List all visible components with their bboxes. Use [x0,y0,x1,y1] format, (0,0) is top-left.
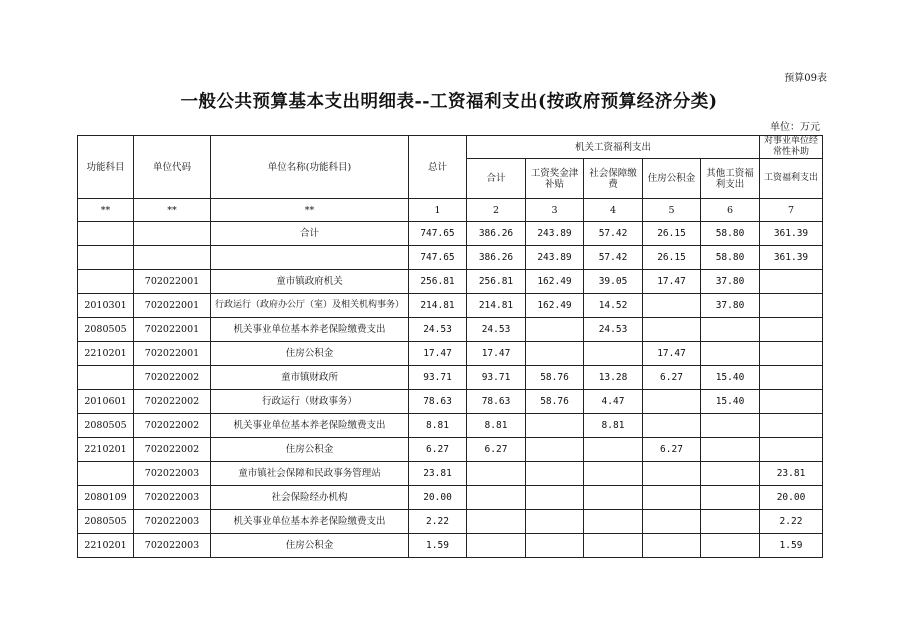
unit-code-cell [134,222,211,246]
table-row [78,414,823,438]
index-cell: ** [211,199,409,222]
sub-total-cell [467,486,526,510]
housing-fund-cell [643,294,701,318]
total-cell: 78.63 [409,390,467,414]
index-row [78,199,823,222]
unit-name-cell: 童市镇社会保障和民政事务管理站 [211,462,409,486]
housing-fund-cell: 6.27 [643,438,701,462]
func-subject-cell: 2210201 [78,342,134,366]
housing-fund-cell [643,390,701,414]
inst-salary-cell [760,342,823,366]
func-subject-cell [78,462,134,486]
sub-total-cell: 78.63 [467,390,526,414]
inst-salary-cell [760,318,823,342]
social-security-cell: 24.53 [584,318,643,342]
salary-cell [526,342,584,366]
total-cell: 6.27 [409,438,467,462]
unit-name-cell [211,246,409,270]
form-code: 预算09表 [784,73,827,84]
unit-code-cell: 702022001 [134,294,211,318]
inst-salary-cell [760,414,823,438]
salary-cell [526,534,584,558]
total-cell: 214.81 [409,294,467,318]
index-cell: 6 [701,199,760,222]
unit-name-cell: 机关事业单位基本养老保险缴费支出 [211,318,409,342]
func-subject-cell [78,270,134,294]
other-salary-cell [701,438,760,462]
social-security-cell: 57.42 [584,222,643,246]
unit-name-cell: 合计 [211,222,409,246]
table-row [78,366,823,390]
social-security-cell: 57.42 [584,246,643,270]
index-cell: 2 [467,199,526,222]
index-cell: 3 [526,199,584,222]
index-cell: 1 [409,199,467,222]
housing-fund-cell: 17.47 [643,270,701,294]
total-cell: 93.71 [409,366,467,390]
sub-total-cell: 8.81 [467,414,526,438]
index-cell: 7 [760,199,823,222]
header-sub-total: 合计 [467,159,526,199]
table-row [78,318,823,342]
social-security-cell [584,462,643,486]
unit-code-cell: 702022003 [134,462,211,486]
total-cell: 2.22 [409,510,467,534]
func-subject-cell: 2210201 [78,534,134,558]
inst-salary-cell: 361.39 [760,222,823,246]
unit-code-cell [134,246,211,270]
table-row [78,222,823,246]
header-salary: 工资奖金津补贴 [526,159,584,199]
sub-total-cell: 214.81 [467,294,526,318]
unit-code-cell: 702022002 [134,414,211,438]
social-security-cell [584,486,643,510]
salary-cell: 58.76 [526,390,584,414]
unit-name-cell: 童市镇政府机关 [211,270,409,294]
social-security-cell: 4.47 [584,390,643,414]
social-security-cell [584,510,643,534]
unit-code-cell: 702022002 [134,366,211,390]
page-title: 一般公共预算基本支出明细表--工资福利支出(按政府预算经济分类) [180,92,718,112]
header-unit-code: 单位代码 [134,136,211,199]
inst-salary-cell: 2.22 [760,510,823,534]
salary-cell: 162.49 [526,294,584,318]
housing-fund-cell: 26.15 [643,222,701,246]
housing-fund-cell [643,510,701,534]
header-housing-fund: 住房公积金 [643,159,701,199]
sub-total-cell: 6.27 [467,438,526,462]
salary-cell: 58.76 [526,366,584,390]
table-row [78,390,823,414]
func-subject-cell: 2010301 [78,294,134,318]
func-subject-cell: 2210201 [78,438,134,462]
unit-code-cell: 702022001 [134,270,211,294]
total-cell: 747.65 [409,246,467,270]
func-subject-cell [78,366,134,390]
total-cell: 256.81 [409,270,467,294]
sub-total-cell [467,510,526,534]
other-salary-cell [701,318,760,342]
social-security-cell [584,342,643,366]
sub-total-cell: 17.47 [467,342,526,366]
header-total: 总计 [409,136,467,199]
table-row [78,486,823,510]
sub-total-cell: 256.81 [467,270,526,294]
expenditure-table [77,135,823,558]
unit-name-cell: 行政运行（财政事务） [211,390,409,414]
other-salary-cell [701,534,760,558]
sub-total-cell: 24.53 [467,318,526,342]
unit-code-cell: 702022001 [134,318,211,342]
inst-salary-cell [760,366,823,390]
sub-total-cell [467,534,526,558]
unit-name-cell: 童市镇财政所 [211,366,409,390]
other-salary-cell [701,414,760,438]
table-row [78,510,823,534]
unit-code-cell: 702022003 [134,486,211,510]
func-subject-cell: 2080505 [78,318,134,342]
other-salary-cell: 15.40 [701,366,760,390]
housing-fund-cell: 26.15 [643,246,701,270]
index-cell: ** [134,199,211,222]
social-security-cell: 39.05 [584,270,643,294]
other-salary-cell: 15.40 [701,390,760,414]
table-row [78,438,823,462]
inst-salary-cell: 361.39 [760,246,823,270]
table-row [78,270,823,294]
social-security-cell: 8.81 [584,414,643,438]
housing-fund-cell: 6.27 [643,366,701,390]
salary-cell [526,510,584,534]
other-salary-cell [701,510,760,534]
func-subject-cell: 2080505 [78,510,134,534]
table-row [78,342,823,366]
unit-name-cell: 住房公积金 [211,438,409,462]
housing-fund-cell [643,318,701,342]
unit-code-cell: 702022002 [134,390,211,414]
table-row [78,462,823,486]
other-salary-cell: 58.80 [701,222,760,246]
total-cell: 17.47 [409,342,467,366]
salary-cell: 162.49 [526,270,584,294]
other-salary-cell: 37.80 [701,270,760,294]
unit-name-cell: 住房公积金 [211,534,409,558]
housing-fund-cell [643,414,701,438]
index-cell: ** [78,199,134,222]
table-row [78,246,823,270]
unit-name-cell: 机关事业单位基本养老保险缴费支出 [211,510,409,534]
func-subject-cell: 2080109 [78,486,134,510]
social-security-cell: 14.52 [584,294,643,318]
salary-cell [526,318,584,342]
unit-code-cell: 702022002 [134,438,211,462]
total-cell: 20.00 [409,486,467,510]
salary-cell [526,414,584,438]
unit-label: 单位：万元 [770,122,820,133]
total-cell: 24.53 [409,318,467,342]
unit-code-cell: 702022003 [134,534,211,558]
header-other-salary: 其他工资福利支出 [701,159,760,199]
header-social-security: 社会保障缴费 [584,159,643,199]
salary-cell [526,462,584,486]
index-cell: 5 [643,199,701,222]
inst-salary-cell: 20.00 [760,486,823,510]
total-cell: 8.81 [409,414,467,438]
func-subject-cell [78,246,134,270]
other-salary-cell: 58.80 [701,246,760,270]
inst-salary-cell: 23.81 [760,462,823,486]
unit-name-cell: 机关事业单位基本养老保险缴费支出 [211,414,409,438]
other-salary-cell [701,462,760,486]
header-unit-name: 单位名称(功能科目) [211,136,409,199]
total-cell: 747.65 [409,222,467,246]
func-subject-cell: 2080505 [78,414,134,438]
social-security-cell [584,438,643,462]
salary-cell [526,438,584,462]
unit-name-cell: 住房公积金 [211,342,409,366]
sub-total-cell: 386.26 [467,222,526,246]
inst-salary-cell [760,438,823,462]
inst-salary-cell: 1.59 [760,534,823,558]
total-cell: 23.81 [409,462,467,486]
func-subject-cell [78,222,134,246]
housing-fund-cell [643,534,701,558]
inst-salary-cell [760,270,823,294]
sub-total-cell: 93.71 [467,366,526,390]
unit-code-cell: 702022003 [134,510,211,534]
inst-salary-cell [760,390,823,414]
other-salary-cell [701,486,760,510]
unit-name-cell: 行政运行（政府办公厅（室）及相关机构事务） [211,294,409,318]
salary-cell: 243.89 [526,246,584,270]
sub-total-cell [467,462,526,486]
social-security-cell: 13.28 [584,366,643,390]
salary-cell [526,486,584,510]
sub-total-cell: 386.26 [467,246,526,270]
index-cell: 4 [584,199,643,222]
unit-code-cell: 702022001 [134,342,211,366]
salary-cell: 243.89 [526,222,584,246]
other-salary-cell: 37.80 [701,294,760,318]
other-salary-cell [701,342,760,366]
housing-fund-cell [643,486,701,510]
table-row [78,534,823,558]
table-row [78,294,823,318]
social-security-cell [584,534,643,558]
header-group-institution: 对事业单位经常性补助 [760,136,823,159]
header-func-subject: 功能科目 [78,136,134,199]
func-subject-cell: 2010601 [78,390,134,414]
header-group-organ: 机关工资福利支出 [467,136,760,159]
header-inst-salary: 工资福利支出 [760,159,823,199]
housing-fund-cell [643,462,701,486]
total-cell: 1.59 [409,534,467,558]
inst-salary-cell [760,294,823,318]
unit-name-cell: 社会保险经办机构 [211,486,409,510]
housing-fund-cell: 17.47 [643,342,701,366]
